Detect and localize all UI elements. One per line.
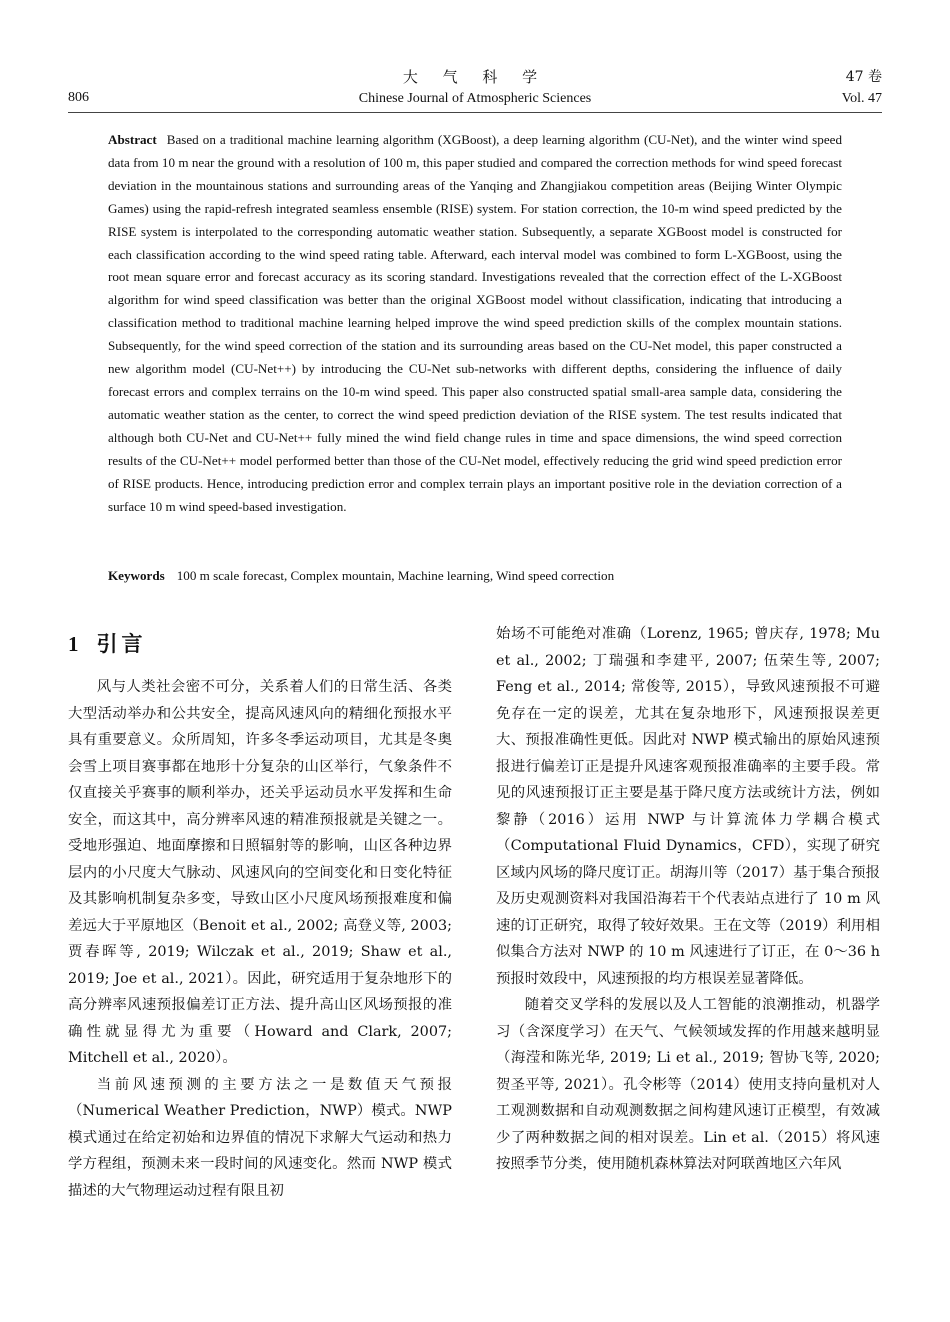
abstract (108, 129, 842, 518)
page-header (68, 64, 882, 114)
section-heading (68, 630, 452, 674)
keywords-text: 100 m scale forecast, Complex mountain, Machine learning, Wind speed correction (176, 568, 615, 583)
left-column (68, 630, 452, 1204)
paragraph-intro-3: 随着交叉学科的发展以及人工智能的浪潮推动，机器学习（含深度学习）在天气、气候领域发挥的作用越来越明显（海滢和陈光华, 2019; Li et al., 2019; 智协飞等, 2020; 贺圣平等, 2021）。孔令彬等（2014）使用支持向量机对人工观测数据和自动观测数据之间构建风速订正模型，有效减少了两种数据之间的相对误差。Lin et al.（2015）将风速按照季节分类，使用随机森林算法对阿联酋地区六年风 (496, 997, 880, 1172)
right-column (496, 621, 880, 1178)
keywords-label: Keywords (108, 568, 165, 583)
paragraph-intro-2: 当前风速预测的主要方法之一是数值天气预报（Numerical Weather Prediction，NWP）模式。NWP模式通过在给定初始和边界值的情况下求解大气运动和热力学方程组，预测未来一段时间的风速变化。然而 NWP 模式描述的大气物理运动过程有限且初 (68, 1076, 452, 1199)
journal-title-en: Chinese Journal of Atmospheric Sciences (358, 91, 592, 106)
paragraph-intro-2-continued: 始场不可能绝对准确（Lorenz, 1965; 曾庆存, 1978; Mu et al., 2002; 丁瑞强和李建平, 2007; 伍荣生等, 2007; Feng et al., 2014; 常俊等, 2015），导致风速预报不可避免存在一定的误差，尤其在复杂地形下，风速预报误差更大、预报准确性更低。因此对 NWP 模式输出的原始风速预报进行偏差订正是提升风速客观预报准确率的主要手段。常见的风速预报订正主要是基于降尺度方法或统计方法，例如黎静（2016）运用 NWP 与计算流体力学耦合模式（Computational Fluid Dynamics，CFD），实现了研究区域内风场的降尺度订正。胡海川等（2017）基于集合预报及历史观测资料对我国沿海若干个代表站点进行了 10 m 风速的订正研究，取得了较好效果。王在文等（2019）利用相似集合方法对 NWP 的 10 m 风速进行了订正，在 0～36 h 预报时效段中，风速预报的均方根误差显著降低。 (496, 626, 880, 987)
journal-title-cn: 大 气 科 学 (402, 68, 548, 86)
header-rule (68, 112, 882, 113)
paragraph-intro-1: 风与人类社会密不可分，关系着人们的日常生活、各类大型活动举办和公共安全，提高风速风向的精细化预报水平具有重要意义。众所周知，许多冬季运动项目，尤其是冬奥会雪上项目赛事都在地形十分复杂的山区举行，气象条件不仅直接关乎赛事的顺利举办，还关乎运动员水平发挥和生命安全，而这其中，高分辨率风速的精准预报就是关键之一。受地形强迫、地面摩擦和日照辐射等的影响，山区各种边界层内的小尺度大气脉动、风速风向的空间变化和日变化特征及其影响机制复杂多变，导致山区小尺度风场预报难度和偏差远大于平原地区（Benoit et al., 2002; 高登义等, 2003; 贾春晖等, 2019; Wilczak et al., 2019; Shaw et al., 2019; Joe et al., 2021）。因此，研究适用于复杂地形下的高分辨率风速预报偏差订正方法、提升高山区风场预报的准确性就显得尤为重要（Howard and Clark, 2007; Mitchell et al., 2020）。 (68, 679, 452, 1066)
keywords (108, 565, 842, 587)
section-number: 1 (68, 632, 79, 656)
abstract-label: Abstract (108, 132, 157, 147)
page-number: 806 (68, 90, 89, 105)
abstract-text: Based on a traditional machine learning algorithm (XGBoost), a deep learning algorithm (CU-Net), and the winter wind speed data from 10 m near the ground with a resolution of 100 m, this paper studied and compared the correction methods for wind speed forecast deviation in the mountainous stations and surrounding areas of the Yanqing and Zhangjiakou competition areas (Beijing Winter Olympic Games) using the rapid-refresh integrated seamless ensemble (RISE) system. For station correction, the 10-m wind speed predicted by the RISE system is interpolated to the corresponding automatic weather station. Subsequently, a separate XGBoost model is constructed for each classification according to the wind speed rating table. Afterward, each interval model was combined to form L-XGBoost, using the root mean square error and forecast accuracy as its scoring standard. Investigations revealed that the correction effect of the L-XGBoost algorithm for wind speed classification was better than the original XGBoost model without classification, indicating that introducing a classification method to traditional machine learning helped improve the wind speed prediction skills of the complex mountain stations. Subsequently, for the wind speed correction of the station and its surrounding areas based on the CU-Net model, this paper constructed a new algorithm model (CU-Net++) by introducing the CU-Net sub-networks with different depths, considering the influence of daily forecast errors and complex terrains on the 10-m wind speed. This paper also constructed spatial small-area sample data, considering the automatic weather station as the center, to correct the wind speed prediction deviation of the RISE system. The test results indicated that although both CU-Net and CU-Net++ fully mined the wind field change rules in time and space dimensions, the wind speed correction results of the CU-Net++ model performed better than those of the CU-Net model, effectively reducing the grid wind speed prediction error of RISE products. Hence, introducing prediction error and complex terrain plays an important positive role in the deviation correction of a surface 10 m wind speed-based investigation. (108, 132, 842, 514)
journal-title (68, 68, 882, 108)
volume-cn: 47 卷 (845, 69, 882, 85)
volume-en: Vol. 47 (841, 91, 882, 106)
section-title: 引言 (96, 631, 147, 656)
volume-info (842, 68, 882, 108)
